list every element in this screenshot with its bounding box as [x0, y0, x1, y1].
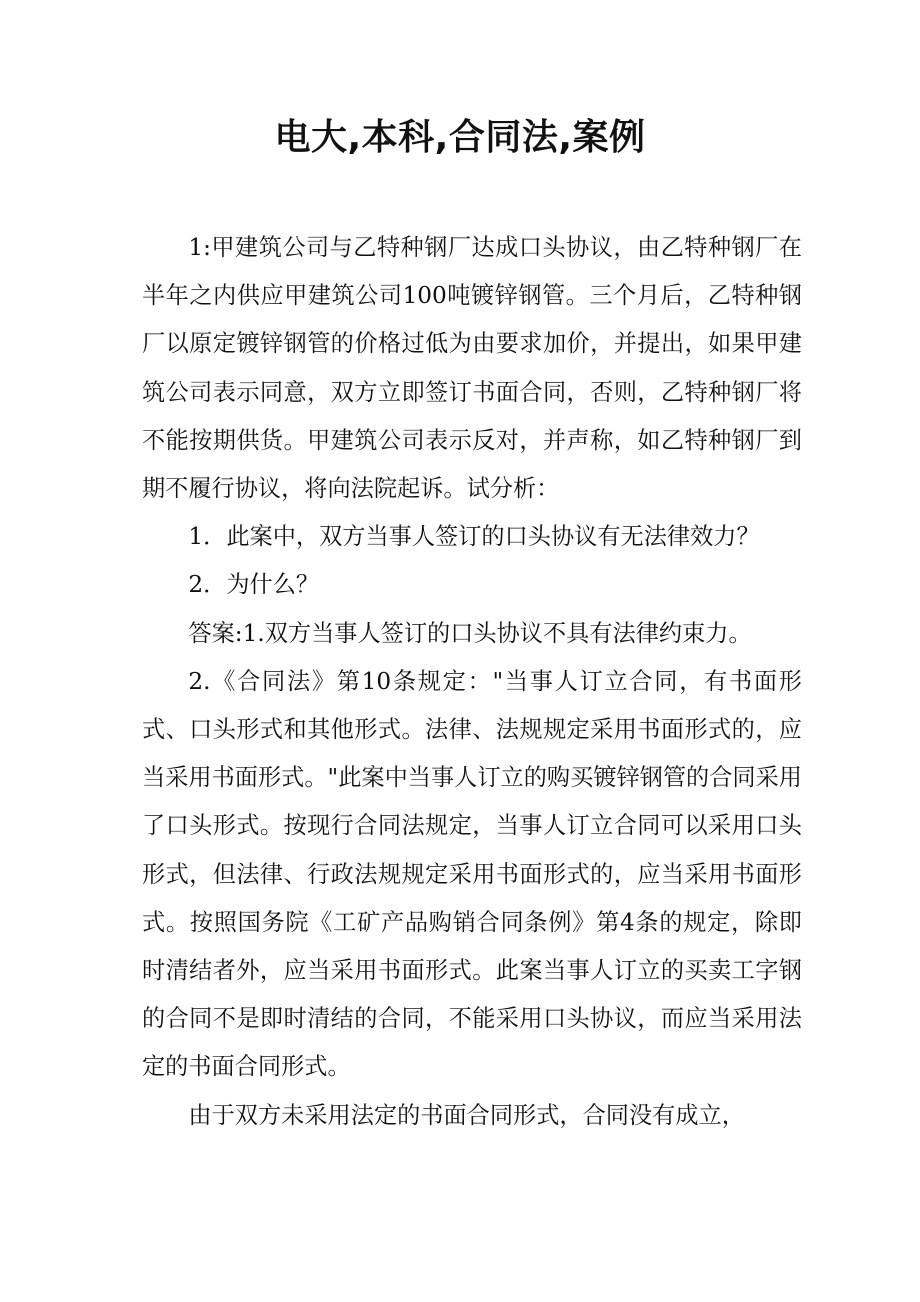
- conclusion-paragraph: 由于双方未采用法定的书面合同形式，合同没有成立，: [188, 1101, 745, 1129]
- question-1: 1．此案中，双方当事人签订的口头协议有无法律效力？: [188, 523, 760, 551]
- answer-2: 2.《合同法》第10条规定："当事人订立合同，有书面形式、口头形式和其他形式。法律、法规规定采用书面形式的，应当采用书面形式。"此案中当事人订立的购买镀锌钢管的合同采用了口头形式。按现行合同法规定，当事人订立合同可以采用口头形式，但法律、行政法规规定采用书面形式的，应当采用书面形式。按照国务院《工矿产品购销合同条例》第4条的规定，除即时清结者外，应当采用书面形式。此案当事人订立的买卖工字钢的合同不是即时清结的合同，不能采用口头协议，而应当采用法定的书面合同形式。: [142, 667, 802, 1081]
- case-description-paragraph: 1:甲建筑公司与乙特种钢厂达成口头协议，由乙特种钢厂在半年之内供应甲建筑公司100吨镀锌钢管。三个月后，乙特种钢厂以原定镀锌钢管的价格过低为由要求加价，并提出，如果甲建筑公司表示同意，双方立即签订书面合同，否则，乙特种钢厂将不能按期供货。甲建筑公司表示反对，并声称，如乙特种钢厂到期不履行协议，将向法院起诉。试分析：: [142, 234, 802, 503]
- question-2: 2．为什么？: [188, 571, 320, 599]
- document-body: [142, 224, 802, 1140]
- answer-1: 答案:1.双方当事人签订的口头协议不具有法律约束力。: [188, 619, 752, 647]
- document-title: 电大,本科,合同法,案例: [274, 117, 646, 158]
